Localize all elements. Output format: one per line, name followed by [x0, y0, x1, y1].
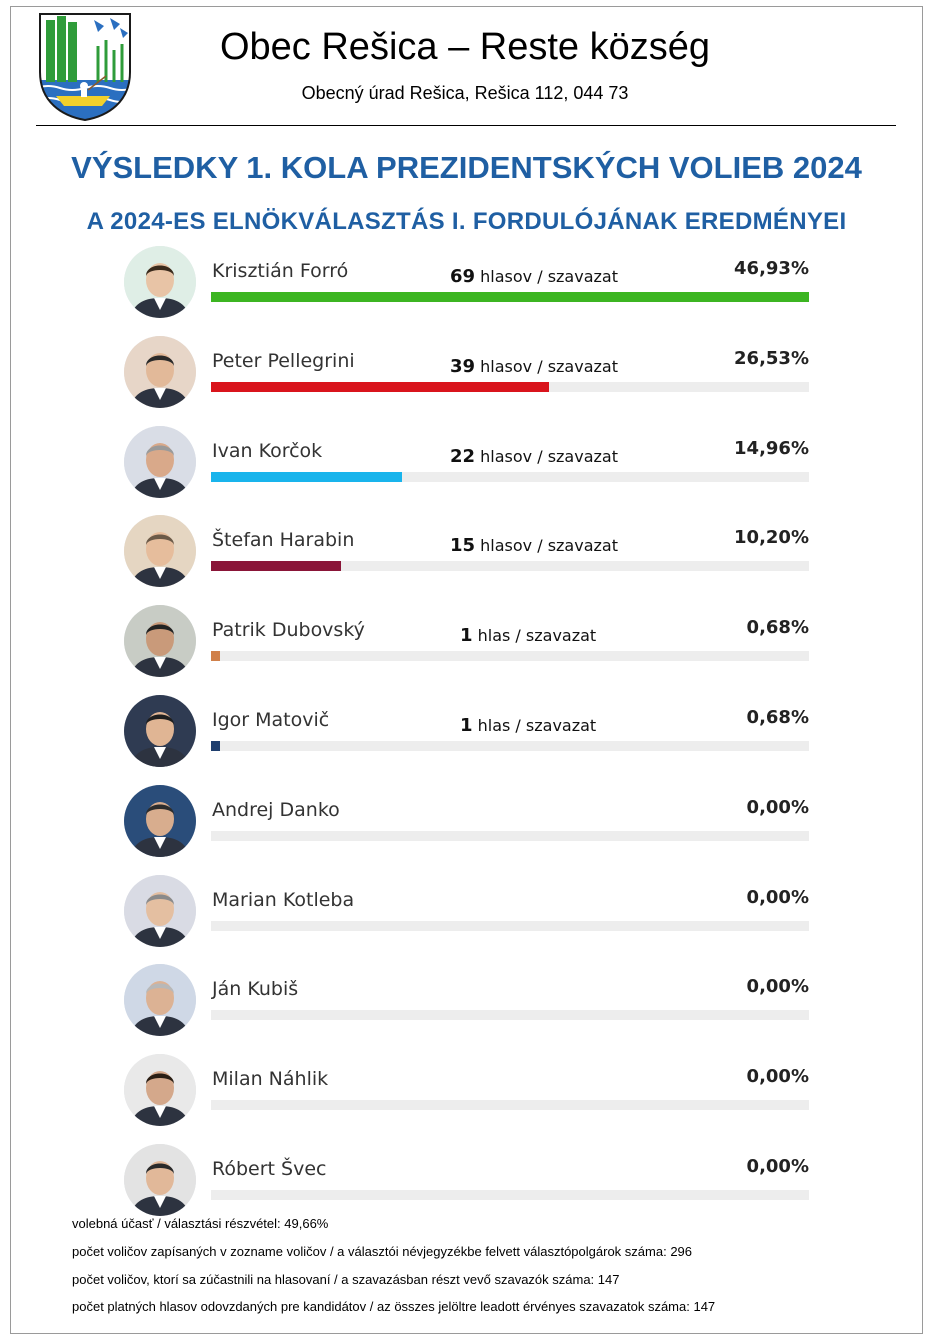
- stat-line: [72, 1244, 872, 1259]
- vote-count-number: 1: [460, 715, 473, 736]
- stat-label: počet platných hlasov odovzdaných pre kandidátov / az összes jelöltre leadott érvényes szavazatok száma:: [72, 1299, 694, 1314]
- result-bar: [211, 382, 549, 392]
- vote-percent: 14,96%: [734, 437, 809, 459]
- result-bar-track: [211, 1010, 809, 1020]
- result-bar-track: [211, 292, 809, 302]
- stat-label: počet voličov zapísaných v zozname voličov / a választói névjegyzékbe felvett választópolgárok száma:: [72, 1244, 671, 1259]
- candidate-row: [0, 875, 933, 965]
- candidate-name: Krisztián Forró: [212, 260, 349, 282]
- stat-line: [72, 1272, 872, 1287]
- candidate-row: [0, 605, 933, 695]
- result-bar: [211, 292, 809, 302]
- candidate-name: Marian Kotleba: [212, 888, 355, 911]
- candidate-row: [0, 246, 933, 336]
- result-bar-track: [211, 1190, 809, 1200]
- result-bar: [211, 651, 220, 661]
- candidate-row: [0, 515, 933, 605]
- vote-percent: 0,68%: [746, 707, 809, 728]
- vote-percent: 0,00%: [746, 1156, 809, 1177]
- result-bar-track: [211, 1100, 809, 1110]
- candidate-name: Patrik Dubovský: [212, 619, 365, 642]
- vote-count-unit: hlas / szavazat: [472, 626, 597, 646]
- vote-percent: 46,93%: [734, 258, 809, 279]
- candidate-name: Ján Kubiš: [212, 978, 299, 1001]
- vote-percent: 0,00%: [746, 976, 809, 998]
- coat-of-arms-icon: [36, 10, 134, 122]
- municipality-name: Obec Rešica – Reste község: [219, 26, 710, 68]
- page-subtitle: A 2024-ES ELNÖKVÁLASZTÁS I. FORDULÓJÁNAK EREDMÉNYEI: [86, 208, 847, 235]
- result-bar-track: [211, 561, 809, 571]
- vote-count: [450, 535, 618, 556]
- result-bar: [211, 472, 402, 482]
- candidate-row: [0, 426, 933, 516]
- stat-label: volebná účasť / választási részvétel:: [72, 1216, 285, 1231]
- header-divider: [36, 125, 896, 126]
- result-bar-track: [211, 831, 809, 841]
- stat-line: [72, 1216, 872, 1231]
- vote-count: [450, 266, 618, 287]
- vote-count-unit: hlasov / szavazat: [475, 356, 618, 376]
- candidate-name: Peter Pellegrini: [212, 349, 355, 372]
- vote-count-unit: hlasov / szavazat: [475, 446, 618, 466]
- candidate-photo-icon: [124, 426, 196, 498]
- stat-line: [72, 1299, 872, 1314]
- stat-value: 49,66%: [284, 1216, 329, 1231]
- vote-count: [450, 356, 618, 377]
- vote-count: [460, 715, 596, 736]
- vote-percent: 0,68%: [746, 617, 809, 639]
- vote-count-number: 22: [450, 445, 476, 467]
- vote-count: [460, 625, 596, 646]
- vote-percent: 10,20%: [734, 527, 809, 549]
- candidate-photo-icon: [124, 246, 196, 318]
- candidate-name: Ivan Korčok: [212, 439, 323, 462]
- candidate-photo-icon: [124, 875, 196, 947]
- candidate-name: Štefan Harabin: [212, 529, 355, 552]
- vote-percent: 26,53%: [734, 347, 809, 369]
- candidate-photo-icon: [124, 1054, 196, 1126]
- candidate-name: Andrej Danko: [212, 798, 340, 821]
- page-title: VÝSLEDKY 1. KOLA PREZIDENTSKÝCH VOLIEB 2024: [71, 150, 862, 185]
- stat-value: 147: [693, 1299, 716, 1314]
- candidate-photo-icon: [124, 785, 196, 857]
- candidate-photo-icon: [124, 964, 196, 1036]
- vote-count-number: 15: [450, 535, 476, 557]
- stat-value: 147: [597, 1272, 620, 1287]
- candidate-photo-icon: [124, 515, 196, 587]
- result-bar-track: [211, 472, 809, 482]
- candidate-photo-icon: [124, 605, 196, 677]
- candidate-row: [0, 785, 933, 875]
- candidate-name: Igor Matovič: [212, 709, 330, 731]
- result-bar-track: [211, 382, 809, 392]
- candidate-photo-icon: [124, 336, 196, 408]
- vote-count-number: 1: [460, 625, 473, 647]
- vote-percent: 0,00%: [746, 1066, 809, 1088]
- candidate-photo-icon: [124, 1144, 196, 1216]
- vote-count-number: 69: [450, 266, 476, 287]
- candidate-row: [0, 336, 933, 426]
- candidate-row: [0, 964, 933, 1054]
- stat-value: 296: [670, 1244, 693, 1259]
- candidate-name: Milan Náhlik: [212, 1068, 329, 1091]
- result-bar: [211, 561, 341, 571]
- result-bar-track: [211, 741, 809, 751]
- candidate-name: Róbert Švec: [212, 1158, 327, 1180]
- vote-count-unit: hlasov / szavazat: [475, 536, 618, 556]
- stat-label: počet voličov, ktorí sa zúčastnili na hlasovaní / a szavazásban részt vevő szavazók száma:: [72, 1272, 598, 1287]
- result-bar-track: [211, 651, 809, 661]
- vote-count-unit: hlasov / szavazat: [475, 267, 618, 286]
- candidate-row: [0, 1054, 933, 1144]
- vote-count: [450, 446, 618, 467]
- office-address: Obecný úrad Rešica, Rešica 112, 044 73: [301, 83, 629, 103]
- result-bar-track: [211, 921, 809, 931]
- candidate-photo-icon: [124, 695, 196, 767]
- result-bar: [211, 741, 220, 751]
- vote-count-unit: hlas / szavazat: [472, 716, 597, 735]
- vote-count-number: 39: [450, 355, 476, 377]
- candidate-row: [0, 695, 933, 785]
- vote-percent: 0,00%: [746, 796, 809, 818]
- vote-percent: 0,00%: [746, 886, 809, 908]
